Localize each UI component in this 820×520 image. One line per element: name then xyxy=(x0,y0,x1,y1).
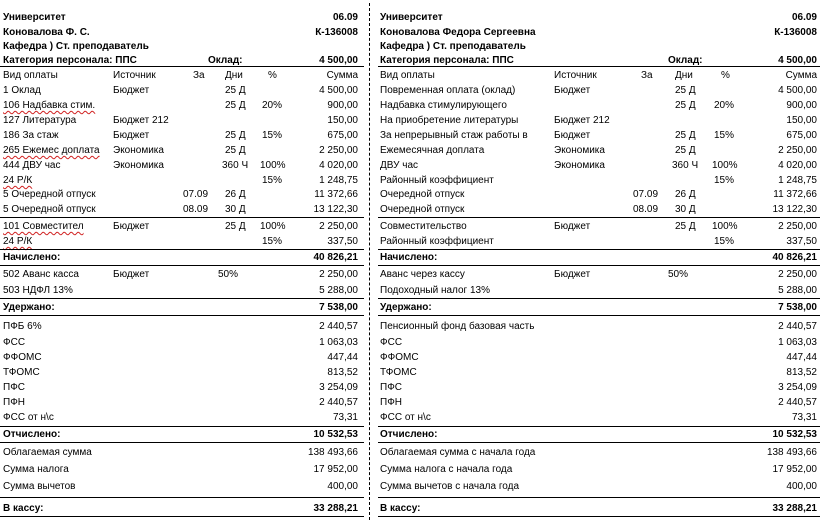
row-type: ФСС от н\с xyxy=(3,412,54,423)
row-type: 5 Очередной отпуск xyxy=(3,189,96,200)
divider-line xyxy=(0,66,364,67)
row-source: Бюджет xyxy=(554,221,591,232)
table-row xyxy=(378,202,820,217)
col-sum: Сумма xyxy=(326,70,358,81)
row-sum: 675,00 xyxy=(327,130,358,141)
table-row xyxy=(378,365,820,380)
table-row xyxy=(0,319,364,334)
summary-value: 17 952,00 xyxy=(772,464,817,475)
withheld-total: 7 538,00 xyxy=(778,302,817,313)
row-type: Надбавка стимулирующего xyxy=(380,100,507,111)
accrued-total-row xyxy=(0,250,364,265)
summary-label: Сумма налога с начала года xyxy=(380,464,513,475)
row-type: Подоходный налог 13% xyxy=(380,285,490,296)
col-for: За xyxy=(641,70,653,81)
row-pct: 100% xyxy=(712,160,738,171)
row-sum: 900,00 xyxy=(327,100,358,111)
row-sum: 13 122,30 xyxy=(313,204,358,215)
row-type: Аванс через кассу xyxy=(380,269,465,280)
col-pct: % xyxy=(268,70,277,81)
row-type: ФСС xyxy=(3,337,26,348)
row-source: Бюджет xyxy=(554,130,591,141)
table-row xyxy=(378,283,820,298)
divider-line xyxy=(0,298,364,299)
row-source: Экономика xyxy=(554,145,605,156)
row-type: 444 ДВУ час xyxy=(3,160,61,171)
summary-value: 400,00 xyxy=(327,481,358,492)
payslip-short xyxy=(0,0,364,520)
table-row xyxy=(378,335,820,350)
row-days: 25 Д xyxy=(675,145,696,156)
row-sum: 337,50 xyxy=(327,236,358,247)
row-source: Бюджет 212 xyxy=(554,115,610,126)
table-row xyxy=(378,350,820,365)
row-sum: 2 440,57 xyxy=(319,397,358,408)
row-sum: 13 122,30 xyxy=(772,204,817,215)
row-days: 360 Ч xyxy=(222,160,249,171)
table-row xyxy=(0,113,364,128)
org-name: Университет xyxy=(3,12,66,23)
divider-line xyxy=(0,442,364,443)
row-days: 25 Д xyxy=(225,130,246,141)
department-line xyxy=(0,39,364,54)
table-row xyxy=(378,380,820,395)
accrued-label: Начислено: xyxy=(380,252,438,263)
column-headers xyxy=(0,68,364,83)
table-row xyxy=(378,158,820,173)
row-sum: 447,44 xyxy=(786,352,817,363)
row-sum: 73,31 xyxy=(332,412,358,423)
row-sum: 4 020,00 xyxy=(319,160,358,171)
col-source: Источник xyxy=(113,70,156,81)
row-days: 25 Д xyxy=(675,130,696,141)
row-sum: 73,31 xyxy=(791,412,817,423)
department-line xyxy=(378,39,820,54)
table-row xyxy=(0,380,364,395)
row-days: 25 Д xyxy=(675,221,696,232)
table-row xyxy=(378,83,820,98)
header-line xyxy=(378,10,820,25)
row-days: 25 Д xyxy=(225,100,246,111)
row-sum: 447,44 xyxy=(327,352,358,363)
table-row xyxy=(0,365,364,380)
row-source: Бюджет xyxy=(113,269,150,280)
personnel-category: Категория персонала: ППС xyxy=(3,55,137,66)
row-type: Повременная оплата (оклад) xyxy=(380,85,516,96)
row-for: 08.09 xyxy=(183,204,209,215)
row-for: 07.09 xyxy=(183,189,209,200)
row-sum: 2 440,57 xyxy=(778,321,817,332)
employee-name: Коновалова Федора Сергеевна xyxy=(380,27,536,38)
withheld-total-row xyxy=(378,300,820,315)
row-days: 25 Д xyxy=(675,85,696,96)
row-sum: 11 372,66 xyxy=(314,189,358,200)
divider-line xyxy=(0,516,364,517)
row-type: 5 Очередной отпуск xyxy=(3,204,96,215)
row-type: 24 Р/К xyxy=(3,175,33,186)
row-days: 25 Д xyxy=(225,145,246,156)
row-sum: 5 288,00 xyxy=(778,285,817,296)
employee-line xyxy=(378,25,820,40)
row-type: 1 Оклад xyxy=(3,85,41,96)
row-sum: 4 020,00 xyxy=(778,160,817,171)
row-sum: 813,52 xyxy=(327,367,358,378)
row-pct: 15% xyxy=(262,130,283,141)
row-days: 25 Д xyxy=(225,85,246,96)
col-days: Дни xyxy=(675,70,693,81)
row-type: Районный коэффициент xyxy=(380,175,494,186)
row-sum: 5 288,00 xyxy=(319,285,358,296)
cash-total-row xyxy=(378,501,820,516)
department: Кафедра ) Ст. преподаватель xyxy=(380,41,526,52)
row-days: 360 Ч xyxy=(672,160,699,171)
accrued-total: 40 826,21 xyxy=(772,252,817,263)
row-sum: 1 063,03 xyxy=(778,337,817,348)
row-type: На приобретение литературы xyxy=(380,115,519,126)
row-sum: 4 500,00 xyxy=(778,85,817,96)
table-row xyxy=(0,219,364,234)
row-days: 26 Д xyxy=(675,189,696,200)
row-pct: 15% xyxy=(714,130,735,141)
row-type: 503 НДФЛ 13% xyxy=(3,285,73,296)
divider-line xyxy=(0,497,364,498)
summary-row xyxy=(0,462,364,477)
row-days: 26 Д xyxy=(225,189,246,200)
row-type: Совместительство xyxy=(380,221,467,232)
cash-label: В кассу: xyxy=(380,503,421,514)
table-row xyxy=(0,83,364,98)
col-type: Вид оплаты xyxy=(3,70,58,81)
divider-line xyxy=(0,315,364,316)
row-pct: 100% xyxy=(260,221,286,232)
divider-line xyxy=(378,66,820,67)
row-type: Ежемесячная доплата xyxy=(380,145,485,156)
date: 06.09 xyxy=(332,12,358,23)
department: Кафедра ) Ст. преподаватель xyxy=(3,41,149,52)
row-for: 07.09 xyxy=(633,189,659,200)
salary-value: 4 500,00 xyxy=(319,55,358,66)
employee-line xyxy=(0,25,364,40)
table-row xyxy=(0,128,364,143)
table-row xyxy=(378,395,820,410)
row-type: 24 Р/К xyxy=(3,236,33,247)
row-sum: 150,00 xyxy=(327,115,358,126)
row-sum: 4 500,00 xyxy=(319,85,358,96)
accrued-total: 40 826,21 xyxy=(313,252,358,263)
summary-row xyxy=(378,445,820,460)
table-row xyxy=(0,267,364,282)
col-source: Источник xyxy=(554,70,597,81)
deducted-total: 10 532,53 xyxy=(772,429,817,440)
accrued-label: Начислено: xyxy=(3,252,61,263)
accrued-total-row xyxy=(378,250,820,265)
cut-line xyxy=(369,3,370,520)
row-pct: 100% xyxy=(260,160,286,171)
row-source: Бюджет xyxy=(113,221,150,232)
table-row xyxy=(0,143,364,158)
row-pct: 15% xyxy=(262,175,283,186)
summary-label: Сумма налога xyxy=(3,464,69,475)
row-source: Экономика xyxy=(554,160,605,171)
tab-number: К-136008 xyxy=(315,27,358,38)
row-source: Бюджет xyxy=(113,85,150,96)
row-sum: 1 248,75 xyxy=(778,175,817,186)
cash-label: В кассу: xyxy=(3,503,44,514)
deducted-total-row xyxy=(0,427,364,442)
row-sum: 2 440,57 xyxy=(319,321,358,332)
row-pct: 50% xyxy=(218,269,239,280)
row-type: ФСС xyxy=(380,337,403,348)
summary-value: 138 493,66 xyxy=(307,447,358,458)
cash-total: 33 288,21 xyxy=(313,503,358,514)
row-pct: 20% xyxy=(714,100,735,111)
cash-total: 33 288,21 xyxy=(772,503,817,514)
table-row xyxy=(0,410,364,425)
personnel-category: Категория персонала: ППС xyxy=(380,55,514,66)
row-sum: 3 254,09 xyxy=(778,382,817,393)
row-for: 08.09 xyxy=(633,204,659,215)
col-days: Дни xyxy=(225,70,243,81)
row-sum: 2 250,00 xyxy=(778,269,817,280)
row-source: Бюджет 212 xyxy=(113,115,169,126)
deducted-label: Отчислено: xyxy=(380,429,438,440)
divider-line xyxy=(378,315,820,316)
row-type: 186 За стаж xyxy=(3,130,59,141)
row-type: ПФН xyxy=(3,397,26,408)
col-pct: % xyxy=(721,70,730,81)
row-type: 127 Литература xyxy=(3,115,77,126)
employee-name: Коновалова Ф. С. xyxy=(3,27,90,38)
row-source: Бюджет xyxy=(554,85,591,96)
row-days: 25 Д xyxy=(675,100,696,111)
table-row xyxy=(378,113,820,128)
row-type: ПФС xyxy=(380,382,403,393)
summary-row xyxy=(378,479,820,494)
summary-row xyxy=(0,479,364,494)
withheld-label: Удержано: xyxy=(3,302,55,313)
summary-row xyxy=(378,462,820,477)
table-row xyxy=(378,234,820,249)
row-source: Бюджет xyxy=(554,269,591,280)
table-row xyxy=(0,350,364,365)
withheld-total-row xyxy=(0,300,364,315)
summary-label: Облагаемая сумма xyxy=(3,447,92,458)
row-pct: 15% xyxy=(714,236,735,247)
row-type: ДВУ час xyxy=(380,160,419,171)
row-source: Бюджет xyxy=(113,130,150,141)
row-pct: 50% xyxy=(668,269,689,280)
table-row xyxy=(378,143,820,158)
row-type: ПФС xyxy=(3,382,26,393)
summary-value: 400,00 xyxy=(786,481,817,492)
table-row xyxy=(378,128,820,143)
row-type: ПФН xyxy=(380,397,403,408)
row-sum: 3 254,09 xyxy=(319,382,358,393)
row-sum: 813,52 xyxy=(786,367,817,378)
col-sum: Сумма xyxy=(785,70,817,81)
divider-line xyxy=(378,298,820,299)
col-type: Вид оплаты xyxy=(380,70,435,81)
row-type: Очередной отпуск xyxy=(380,189,465,200)
table-row xyxy=(0,187,364,202)
row-type: 502 Аванс касса xyxy=(3,269,79,280)
row-type: 106 Надбавка стим. xyxy=(3,100,96,111)
row-type: ПФБ 6% xyxy=(3,321,42,332)
row-pct: 15% xyxy=(714,175,735,186)
row-sum: 900,00 xyxy=(786,100,817,111)
row-sum: 675,00 xyxy=(786,130,817,141)
row-sum: 2 440,57 xyxy=(778,397,817,408)
divider-line xyxy=(378,217,820,218)
table-row xyxy=(0,158,364,173)
row-days: 30 Д xyxy=(675,204,696,215)
summary-label: Сумма вычетов с начала года xyxy=(380,481,520,492)
table-row xyxy=(0,335,364,350)
row-type: ТФОМС xyxy=(3,367,40,378)
divider-line xyxy=(378,497,820,498)
table-row xyxy=(0,283,364,298)
payslip-full xyxy=(378,0,820,520)
row-type: За непрерывный стаж работы в xyxy=(380,130,528,141)
row-pct: 15% xyxy=(262,236,283,247)
row-source: Экономика xyxy=(113,160,164,171)
row-source: Экономика xyxy=(113,145,164,156)
deducted-total: 10 532,53 xyxy=(313,429,358,440)
table-row xyxy=(378,410,820,425)
deducted-total-row xyxy=(378,427,820,442)
row-sum: 150,00 xyxy=(786,115,817,126)
row-days: 30 Д xyxy=(225,204,246,215)
table-row xyxy=(378,319,820,334)
cash-total-row xyxy=(0,501,364,516)
row-sum: 1 248,75 xyxy=(319,175,358,186)
row-sum: 2 250,00 xyxy=(319,145,358,156)
table-row xyxy=(378,187,820,202)
row-type: ФСС от н\с xyxy=(380,412,431,423)
row-type: ФФОМС xyxy=(3,352,42,363)
summary-label: Облагаемая сумма с начала года xyxy=(380,447,536,458)
row-type: Очередной отпуск xyxy=(380,204,465,215)
table-row xyxy=(0,173,364,188)
table-row xyxy=(0,234,364,249)
table-row xyxy=(378,219,820,234)
withheld-label: Удержано: xyxy=(380,302,432,313)
divider-line xyxy=(378,265,820,266)
row-type: 101 Совместител xyxy=(3,221,84,232)
deducted-label: Отчислено: xyxy=(3,429,61,440)
col-for: За xyxy=(193,70,205,81)
salary-label: Оклад: xyxy=(668,55,703,66)
row-days: 25 Д xyxy=(225,221,246,232)
withheld-total: 7 538,00 xyxy=(319,302,358,313)
divider-line xyxy=(378,442,820,443)
table-row xyxy=(0,202,364,217)
table-row xyxy=(378,98,820,113)
row-type: Районный коэффициент xyxy=(380,236,494,247)
row-type: Пенсионный фонд базовая часть xyxy=(380,321,535,332)
row-pct: 20% xyxy=(262,100,283,111)
row-sum: 2 250,00 xyxy=(319,269,358,280)
table-row xyxy=(378,267,820,282)
row-type: ТФОМС xyxy=(380,367,417,378)
table-row xyxy=(378,173,820,188)
row-sum: 337,50 xyxy=(786,236,817,247)
row-sum: 2 250,00 xyxy=(778,145,817,156)
summary-row xyxy=(0,445,364,460)
salary-label: Оклад: xyxy=(208,55,243,66)
row-pct: 100% xyxy=(712,221,738,232)
summary-value: 138 493,66 xyxy=(766,447,817,458)
row-sum: 2 250,00 xyxy=(778,221,817,232)
divider-line xyxy=(0,265,364,266)
divider-line xyxy=(378,516,820,517)
column-headers xyxy=(378,68,820,83)
row-type: ФФОМС xyxy=(380,352,419,363)
tab-number: К-136008 xyxy=(774,27,817,38)
salary-value: 4 500,00 xyxy=(778,55,817,66)
row-sum: 11 372,66 xyxy=(773,189,817,200)
row-sum: 2 250,00 xyxy=(319,221,358,232)
table-row xyxy=(0,98,364,113)
table-row xyxy=(0,395,364,410)
date: 06.09 xyxy=(791,12,817,23)
org-name: Университет xyxy=(380,12,443,23)
summary-value: 17 952,00 xyxy=(313,464,358,475)
summary-label: Сумма вычетов xyxy=(3,481,76,492)
divider-line xyxy=(0,217,364,218)
row-type: 265 Ежемес доплата xyxy=(3,145,100,156)
row-sum: 1 063,03 xyxy=(319,337,358,348)
header-line xyxy=(0,10,364,25)
